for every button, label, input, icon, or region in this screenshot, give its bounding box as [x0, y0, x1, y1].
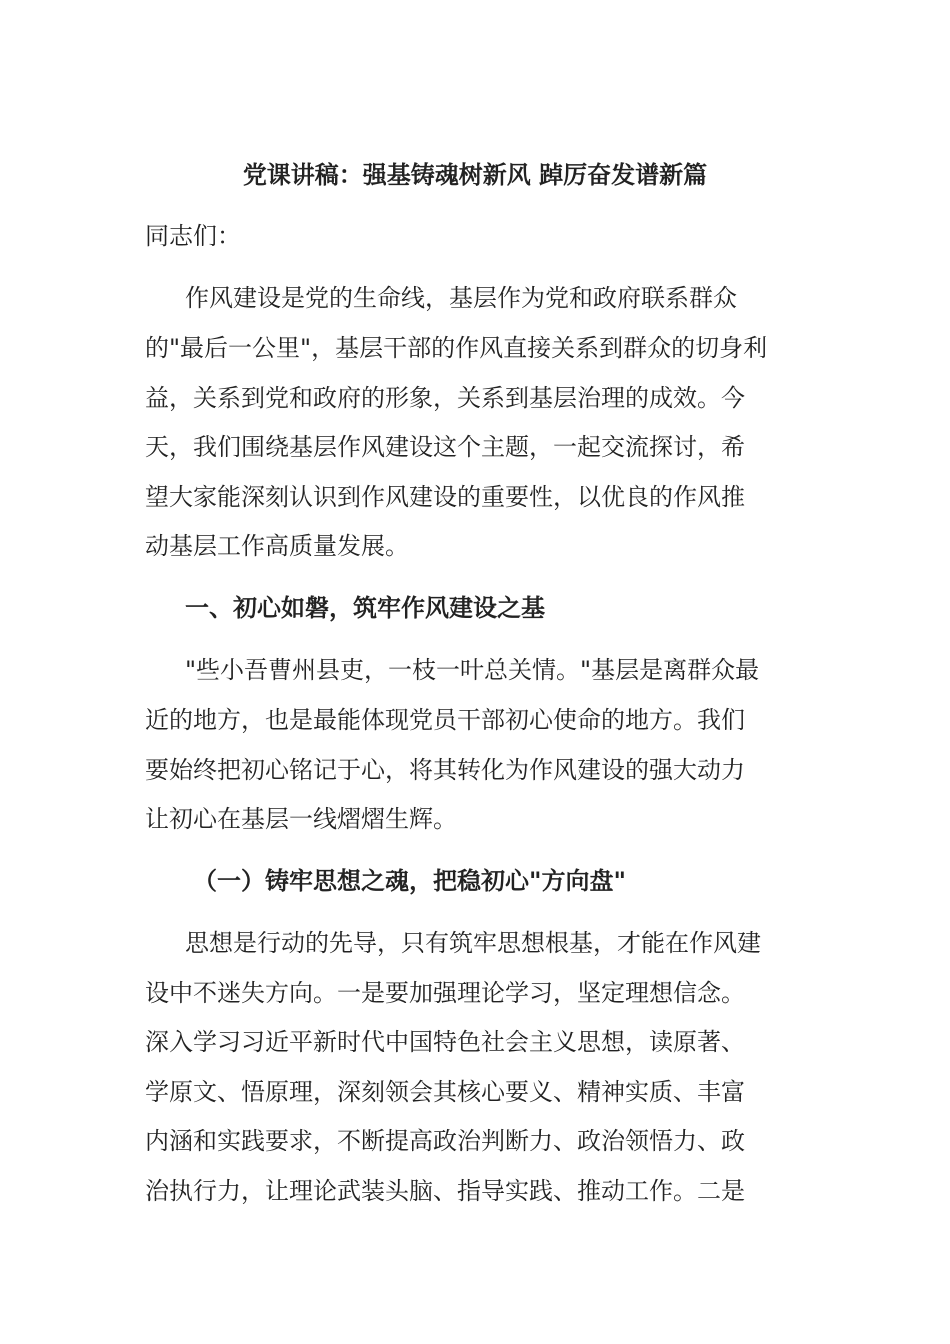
intro-line: 望大家能深刻认识到作风建设的重要性，以优良的作风推 [145, 483, 745, 511]
subsection-heading: （一）铸牢思想之魂，把稳初心"方向盘" [193, 867, 627, 895]
subsection1-line: 内涵和实践要求，不断提高政治判断力、政治领悟力、政 [145, 1127, 745, 1155]
intro-line: 的"最后一公里"，基层干部的作风直接关系到群众的切身利 [145, 334, 768, 362]
document-title: 党课讲稿：强基铸魂树新风 踔厉奋发谱新篇 [242, 161, 708, 189]
section-heading: 一、初心如磐，筑牢作风建设之基 [185, 594, 545, 622]
section1-line: "些小吾曹州县吏，一枝一叶总关情。"基层是离群众最 [185, 656, 760, 684]
subsection1-line: 设中不迷失方向。一是要加强理论学习，坚定理想信念。 [145, 979, 745, 1007]
intro-line: 作风建设是党的生命线，基层作为党和政府联系群众 [185, 284, 737, 312]
section1-line: 近的地方，也是最能体现党员干部初心使命的地方。我们 [145, 706, 745, 734]
subsection1-line: 深入学习习近平新时代中国特色社会主义思想，读原著、 [145, 1028, 745, 1056]
section1-line: 让初心在基层一线熠熠生辉。 [145, 805, 457, 833]
intro-line: 天，我们围绕基层作风建设这个主题，一起交流探讨，希 [145, 433, 745, 461]
intro-line: 动基层工作高质量发展。 [145, 532, 409, 560]
intro-line: 益，关系到党和政府的形象，关系到基层治理的成效。今 [145, 384, 745, 412]
subsection1-line: 学原文、悟原理，深刻领会其核心要义、精神实质、丰富 [145, 1078, 745, 1106]
greeting: 同志们： [145, 222, 241, 250]
subsection1-line: 治执行力，让理论武装头脑、指导实践、推动工作。二是 [145, 1177, 745, 1205]
section1-line: 要始终把初心铭记于心，将其转化为作风建设的强大动力 [145, 756, 745, 784]
subsection1-line: 思想是行动的先导，只有筑牢思想根基，才能在作风建 [185, 929, 761, 957]
